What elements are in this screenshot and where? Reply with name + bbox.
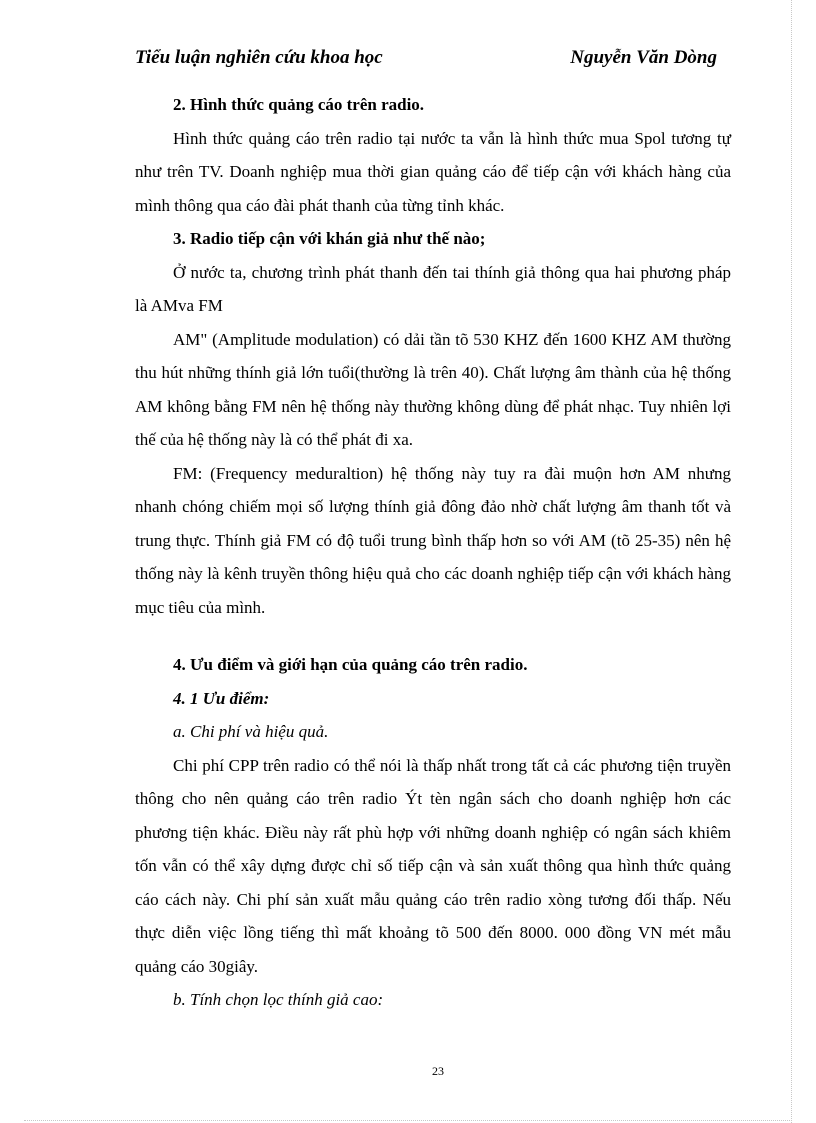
subheading-a: a. Chi phí và hiệu quả. <box>173 722 329 741</box>
page-number: 23 <box>432 1064 444 1078</box>
heading-section-4-1: 4. 1 Ưu điểm: <box>173 688 270 708</box>
paragraph: Ở nước ta, chương trình phát thanh đến tai thính giả thông qua hai phương pháp là AMva FM <box>135 262 731 315</box>
page-border-right <box>791 0 792 1123</box>
paragraph: AM" (Amplitude modulation) có dải tần tõ 530 KHZ đến 1600 KHZ AM thường thu hút những thính giả lớn tuổi(thường là trên 40). Chất lượng âm thành của hệ thống AM không bằng FM nên hệ thống này thường không dùng để phát nhạc. Tuy nhiên lợi thế của hệ thống này là có thể phát đi xa. <box>135 329 731 449</box>
header-title: Tiểu luận nghiên cứu khoa học <box>135 47 383 68</box>
page-border-bottom <box>24 1120 792 1121</box>
paragraph: FM: (Frequency meduraltion) hệ thống này tuy ra đài muộn hơn AM nhưng nhanh chóng chiếm mọi số lượng thính giả đông đảo nhờ chất lượng âm thanh tốt và trung thực. Thính giả FM có độ tuổi trung bình thấp hơn so với AM (tõ 25-35) nên hệ thống này là kênh truyền thông hiệu quả cho các doanh nghiệp tiếp cận với khách hàng mục tiêu của mình. <box>135 463 731 617</box>
paragraph: Hình thức quảng cáo trên radio tại nước ta vẫn là hình thức mua Spol tương tự như trên TV. Doanh nghiệp mua thời gian quảng cáo để tiếp cận với khách hàng của mình thông qua cáo đài phát thanh của từng tỉnh khác. <box>135 128 731 215</box>
paragraph: Chi phí CPP trên radio có thể nói là thấp nhất trong tất cả các phương tiện truyền thông cho nên quảng cáo trên radio Ýt tèn ngân sách cho doanh nghiệp hơn các phương tiện khác. Điều này rất phù hợp với những doanh nghiệp có ngân sách khiêm tốn vẫn có thể xây dựng được chỉ số tiếp cận và sản xuất thông qua hình thức quảng cáo cách này. Chi phí sản xuất mẫu quảng cáo trên radio xòng tương đối thấp. Nếu thực diễn việc lồng tiếng thì mất khoảng tõ 500 đến 8000. 000 đồng VN mét mẫu quảng cáo 30giây. <box>135 755 731 976</box>
heading-section-4: 4. Ưu điểm và giới hạn của quảng cáo trên radio. <box>173 655 528 674</box>
page-header <box>135 47 717 75</box>
heading-section-3: 3. Radio tiếp cận với khán giả như thế nào; <box>173 229 486 248</box>
spacer <box>135 624 731 648</box>
header-author: Nguyễn Văn Dòng <box>570 47 717 68</box>
document-body <box>135 88 731 1017</box>
heading-section-2: 2. Hình thức quảng cáo trên radio. <box>173 95 425 114</box>
subheading-b: b. Tính chọn lọc thính giả cao: <box>173 990 384 1009</box>
